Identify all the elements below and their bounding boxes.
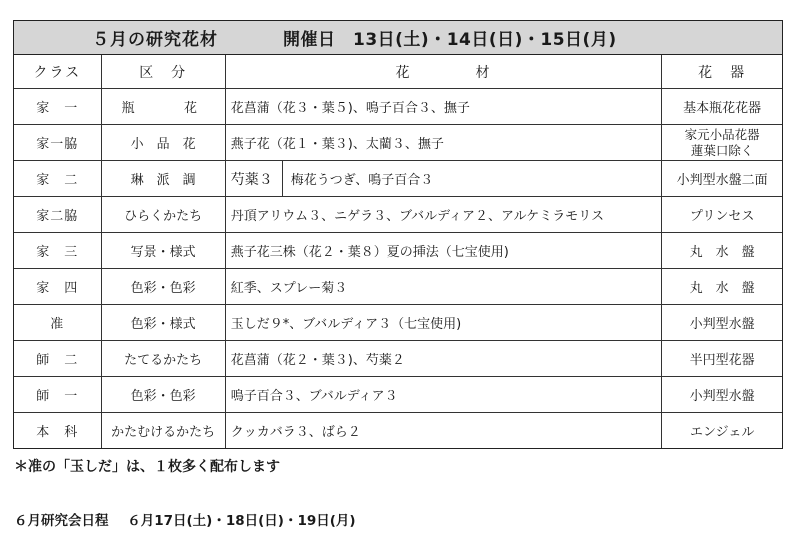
table-row xyxy=(14,89,782,125)
materials-table xyxy=(14,55,782,448)
vessel-cell: 小判型水盤二面 xyxy=(662,161,782,197)
class-cell: 准 xyxy=(14,305,101,341)
material-cell: 玉しだ９*、ブバルディア３（七宝使用) xyxy=(225,305,662,341)
class-cell: 本 科 xyxy=(14,413,101,449)
table-row xyxy=(14,161,782,197)
material-cell: 花菖蒲（花２・葉３)、芍薬２ xyxy=(225,341,662,377)
class-cell: 家 一 xyxy=(14,89,101,125)
class-cell: 家二脇 xyxy=(14,197,101,233)
category-cell: 色彩・色彩 xyxy=(101,377,225,413)
material-cell xyxy=(225,161,662,197)
table-row xyxy=(14,197,782,233)
footnote: ＊准の「玉しだ」は、１枚多く配布します xyxy=(14,459,280,475)
class-cell: 家 二 xyxy=(14,161,101,197)
material-text: 梅花うつぎ、鳴子百合３ xyxy=(290,173,434,188)
vessel-cell: 丸 水 盤 xyxy=(662,233,782,269)
table-row xyxy=(14,377,782,413)
table-header-row xyxy=(14,55,782,89)
column-header-vessel: 花 器 xyxy=(662,55,782,89)
material-cell: クッカバラ３、ばら２ xyxy=(225,413,662,449)
category-cell: 瓶 花 xyxy=(101,89,225,125)
table-row xyxy=(14,413,782,449)
material-boxed: 芍薬３ xyxy=(231,161,283,196)
table-row xyxy=(14,269,782,305)
vessel-cell: 半円型花器 xyxy=(662,341,782,377)
title-bar xyxy=(14,21,782,55)
vessel-cell: プリンセス xyxy=(662,197,782,233)
next-meeting-dates: ６月17日(土)・18日(日)・19日(月) xyxy=(127,513,356,529)
class-cell: 師 二 xyxy=(14,341,101,377)
category-cell: たてるかたち xyxy=(101,341,225,377)
category-cell: 小 品 花 xyxy=(101,125,225,161)
vessel-cell: エンジェル xyxy=(662,413,782,449)
material-cell: 丹頂アリウム３、ニゲラ３、ブバルディア２、アルケミラモリス xyxy=(225,197,662,233)
page-title: ５月の研究花材 xyxy=(92,30,218,50)
event-dates: 開催日 13日(土)・14日(日)・15日(月) xyxy=(283,30,617,50)
class-cell: 師 一 xyxy=(14,377,101,413)
vessel-cell: 基本瓶花花器 xyxy=(662,89,782,125)
next-meeting-label: ６月研究会日程 xyxy=(14,513,109,529)
vessel-line-1: 家元小品花器 xyxy=(684,126,760,142)
category-cell: 琳 派 調 xyxy=(101,161,225,197)
column-header-material: 花 材 xyxy=(225,55,662,89)
table-row xyxy=(14,341,782,377)
category-cell: 写景・様式 xyxy=(101,233,225,269)
vessel-cell: 小判型水盤 xyxy=(662,305,782,341)
category-cell: 色彩・色彩 xyxy=(101,269,225,305)
category-cell: ひらくかたち xyxy=(101,197,225,233)
material-cell: 鳴子百合３、ブバルディア３ xyxy=(225,377,662,413)
schedule-sheet xyxy=(13,20,783,449)
material-cell: 紅季、スプレー菊３ xyxy=(225,269,662,305)
class-cell: 家 三 xyxy=(14,233,101,269)
category-cell: かたむけるかたち xyxy=(101,413,225,449)
class-cell: 家一脇 xyxy=(14,125,101,161)
column-header-class: クラス xyxy=(14,55,101,89)
vessel-cell: 小判型水盤 xyxy=(662,377,782,413)
material-cell: 燕子花（花１・葉３)、太藺３、撫子 xyxy=(225,125,662,161)
material-cell: 燕子花三株（花２・葉８）夏の挿法（七宝使用) xyxy=(225,233,662,269)
next-meeting-schedule xyxy=(14,509,356,529)
vessel-cell: 丸 水 盤 xyxy=(662,269,782,305)
category-cell: 色彩・様式 xyxy=(101,305,225,341)
material-cell: 花菖蒲（花３・葉５)、鳴子百合３、撫子 xyxy=(225,89,662,125)
column-header-category: 区 分 xyxy=(101,55,225,89)
vessel-cell xyxy=(662,125,782,161)
table-row xyxy=(14,305,782,341)
class-cell: 家 四 xyxy=(14,269,101,305)
table-row xyxy=(14,233,782,269)
table-row xyxy=(14,125,782,161)
vessel-line-2: 蓮葉口除く xyxy=(690,142,754,158)
